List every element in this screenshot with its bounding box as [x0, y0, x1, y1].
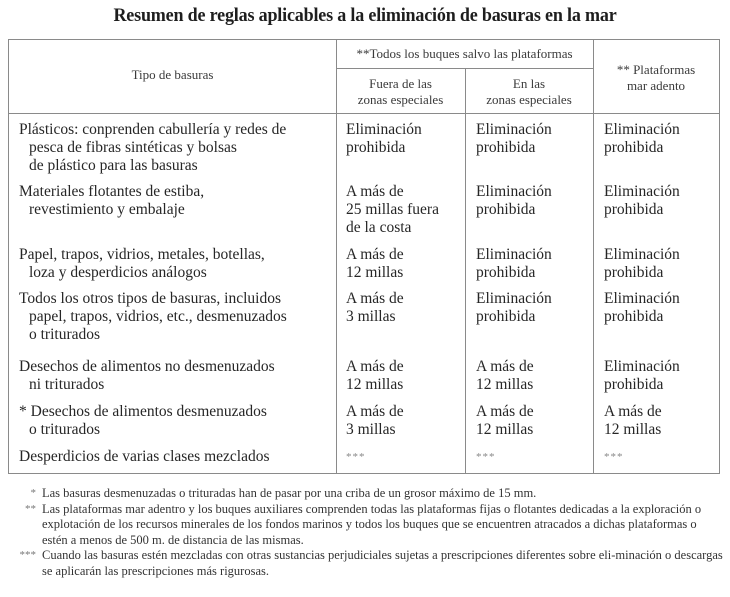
cell-en [476, 358, 534, 394]
header-divider [336, 68, 593, 69]
page-title: Resumen de reglas aplicables a la eliminación de basuras en la mar [113, 5, 617, 26]
footnote-mark: * [30, 487, 36, 499]
footnote-text: Cuando las basuras estén mezcladas con otras sustancias perjudiciales sujetas a prescripciones diferentes sobre eli-minación o descargas se aplicarán las prescripciones más rigurosas. [42, 548, 723, 578]
header-fuera-line: zonas especiales [357, 92, 444, 107]
cell-fuera [346, 183, 439, 237]
cell-line: Materiales flotantes de estiba, [19, 183, 205, 200]
cell-tipo [19, 290, 287, 344]
cell-line: Eliminación [604, 121, 680, 138]
cell-line: prohibida [604, 308, 664, 325]
cell-line: o triturados [29, 421, 101, 438]
cell-line: prohibida [604, 376, 664, 393]
footnote [14, 502, 724, 549]
header-fuera-line: Fuera de las [369, 76, 432, 91]
cell-line: A más de [346, 183, 404, 200]
header-en-line: En las [512, 76, 546, 91]
cell-plataformas [604, 121, 680, 157]
cell-line: A más de [476, 358, 534, 375]
footnote-text: Las basuras desmenuzadas o trituradas han de pasar por una criba de un grosor máximo de 15 mm. [42, 486, 537, 500]
cell-en [476, 403, 534, 439]
cell-line: de plástico para las basuras [29, 157, 198, 174]
cell-line: 25 millas fuera [346, 201, 439, 218]
header-bottom-line [9, 113, 719, 114]
cell-line: prohibida [346, 139, 406, 156]
cell-fuera [346, 290, 404, 326]
cell-line: Eliminación [604, 183, 680, 200]
cell-line: prohibida [476, 308, 536, 325]
cell-tipo [19, 448, 269, 466]
rules-table [8, 39, 720, 474]
cell-line: Todos los otros tipos de basuras, incluidos [19, 290, 281, 307]
cell-fuera [346, 121, 422, 157]
footnote [14, 548, 724, 579]
cell-line: Eliminación [476, 290, 552, 307]
cell-line: revestimiento y embalaje [29, 201, 185, 218]
header-plataformas-line: ** Plataformas [616, 62, 696, 77]
cell-line: *** [604, 451, 624, 463]
cell-line: Eliminación [476, 183, 552, 200]
cell-tipo [19, 183, 204, 219]
cell-tipo [19, 358, 275, 394]
cell-tipo [19, 403, 267, 439]
footnotes [14, 486, 724, 579]
header-group: **Todos los buques salvo las plataformas [356, 46, 573, 61]
cell-plataformas [604, 246, 680, 282]
header-tipo: Tipo de basuras [131, 67, 214, 82]
cell-plataformas [604, 183, 680, 219]
column-divider [593, 40, 594, 473]
cell-line: A más de [346, 246, 404, 263]
cell-line: 12 millas [476, 376, 534, 393]
header-fuera [336, 76, 465, 108]
cell-line: Eliminación [476, 121, 552, 138]
cell-line: Eliminación [604, 358, 680, 375]
cell-line: A más de [346, 403, 404, 420]
cell-line: Plásticos: conprenden cabullería y redes de [19, 121, 287, 138]
cell-line: prohibida [604, 139, 664, 156]
cell-line: Desperdicios de varias clases mezclados [19, 448, 270, 465]
cell-line: Eliminación [476, 246, 552, 263]
cell-line: A más de [604, 403, 662, 420]
cell-line: 3 millas [346, 421, 396, 438]
cell-line: papel, trapos, vidrios, etc., desmenuzados [29, 308, 287, 325]
cell-en [476, 183, 552, 219]
cell-line: prohibida [476, 264, 536, 281]
cell-line: *** [476, 451, 496, 463]
cell-line: prohibida [476, 201, 536, 218]
header-en-line: zonas especiales [486, 92, 572, 107]
cell-line: 3 millas [346, 308, 396, 325]
cell-line: de la costa [346, 219, 412, 236]
cell-line: Desechos de alimentos no desmenuzados [19, 358, 275, 375]
cell-plataformas [604, 403, 662, 439]
footnote-text: Las plataformas mar adentro y los buques auxiliares comprenden todas las plataformas fijas o flotantes dedicadas a la exploración o explotación de los recursos minerales de los fondos marinos y todos los buques que se encuentren atracados a dichas plataformas o estén a menos de 500 m. de distancia de las mismas. [42, 501, 702, 547]
header-plataformas [593, 62, 719, 94]
cell-en [476, 290, 552, 326]
footnote [14, 486, 724, 502]
cell-line: Eliminación [346, 121, 422, 138]
cell-line: prohibida [604, 201, 664, 218]
footnote-mark: ** [25, 502, 36, 515]
cell-line: *** [346, 451, 366, 463]
cell-fuera [346, 246, 404, 282]
cell-line: ni triturados [29, 376, 105, 393]
cell-fuera [346, 358, 404, 394]
cell-line: Papel, trapos, vidrios, metales, botellas, [19, 246, 265, 263]
cell-fuera [346, 448, 366, 466]
cell-line: * Desechos de alimentos desmenuzados [19, 403, 267, 420]
cell-line: o triturados [29, 326, 101, 343]
cell-tipo [19, 246, 265, 282]
cell-line: prohibida [604, 264, 664, 281]
footnote-mark: *** [19, 549, 36, 561]
cell-line: prohibida [476, 139, 536, 156]
cell-line: 12 millas [476, 421, 534, 438]
cell-fuera [346, 403, 404, 439]
header-en [465, 76, 593, 108]
cell-line: loza y desperdicios análogos [29, 264, 207, 281]
cell-line: A más de [346, 358, 404, 375]
cell-line: Eliminación [604, 290, 680, 307]
cell-line: 12 millas [604, 421, 662, 438]
cell-line: 12 millas [346, 264, 404, 281]
cell-plataformas [604, 448, 624, 466]
header-plataformas-line: mar adento [626, 78, 686, 93]
cell-line: A más de [346, 290, 404, 307]
cell-line: 12 millas [346, 376, 404, 393]
cell-en [476, 448, 496, 466]
cell-en [476, 121, 552, 157]
cell-en [476, 246, 552, 282]
cell-line: A más de [476, 403, 534, 420]
cell-plataformas [604, 358, 680, 394]
column-divider [465, 68, 466, 473]
cell-plataformas [604, 290, 680, 326]
cell-line: Eliminación [604, 246, 680, 263]
cell-tipo [19, 121, 286, 175]
cell-line: pesca de fibras sintéticas y bolsas [29, 139, 237, 156]
